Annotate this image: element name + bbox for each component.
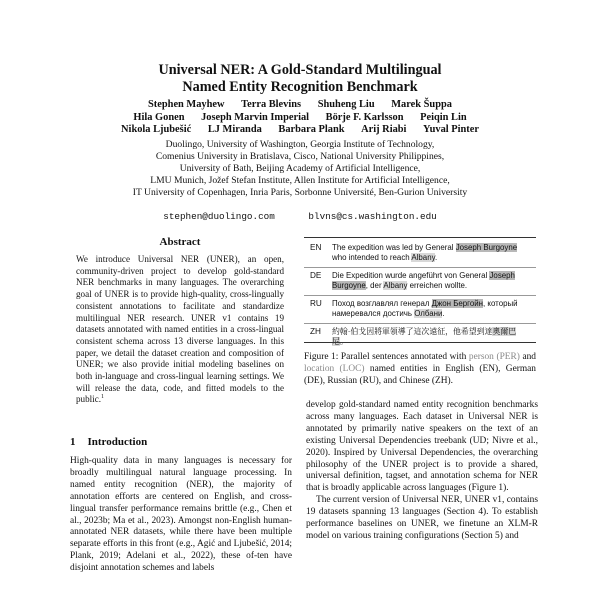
affiliation-line: Comenius University in Bratislava, Cisco, National University Philippines, — [155, 151, 445, 163]
intro-paragraph: High-quality data in many languages is necessary for broadly multilingual natural language processing. In named entity recognition (NER), the majority of annotation efforts are centered on English, and cross-lingual transfer performance remains brittle (e.g., Chen et al., 2023b; Ma et al., 2023). Amongst non-English human-annotated NER datasets, while there have been multiple separate efforts in this front (e.g., Agić and Ljubešić, 2014; Plank, 2019; Adelani et al., 2022), these of-ten have disjoint annotation schemes and labels — [70, 456, 292, 574]
lang-label: DE — [310, 271, 322, 280]
abstract-body: We introduce Universal NER (UNER), an open, community-driven project to develop gold-standard NER benchmarks in many languages. The overarching goal of UNER is to provide high-quality, cross-lingually consistent annotations to facilitate and standardize multilingual NER research. UNER v1 contains 19 datasets annotated with named entities in a cross-lingual consistent schema across 13 diverse languages. In this paper, we detail the dataset creation and composition of UNER; we also provide initial modeling baselines on both in-language and cross-lingual learning settings. We will release the data, code, and fitted models to the public. — [76, 254, 284, 405]
author: Shuheng Liu — [317, 99, 375, 110]
title-line-2: Named Entity Recognition Benchmark — [182, 79, 418, 95]
author: Hila Gonen — [133, 111, 185, 123]
paper-title — [0, 62, 600, 96]
paragraph: The current version of Universal NER, UNER v1, contains 19 datasets spanning 13 languages (Section 4). To establish performance baselines on UNER, we finetune an XLM-R model on various training configurations (Section 5) and — [306, 495, 538, 541]
loc-entity: 奧爾巴尼 — [332, 327, 517, 347]
caption-location: location (LOC) — [304, 363, 365, 374]
per-entity: Joseph Burgoyne — [455, 243, 518, 252]
author: Terra Blevins — [241, 99, 302, 110]
right-column-text — [306, 400, 538, 543]
row-divider — [304, 295, 536, 296]
affiliation-line: Duolingo, University of Washington, Georgia Institute of Technology, — [165, 139, 435, 150]
author: Börje F. Karlsson — [325, 111, 404, 123]
author-row-2 — [60, 112, 540, 125]
author: Yuval Pinter — [423, 124, 479, 136]
sentence: Die Expedition wurde angeführt von General Joseph Burgoyne, der Albany erreichen wollte. — [332, 271, 515, 291]
lang-label: ZH — [310, 327, 321, 336]
row-divider — [304, 323, 536, 324]
per-entity: Joseph Burgoyne — [332, 271, 515, 291]
row-divider — [304, 267, 536, 268]
loc-entity: Albany — [411, 253, 435, 263]
author-row-3 — [60, 124, 540, 137]
sentence: Поход возглавлял генерал Джон Бергойн, который намеревался достичь Олбани. — [332, 299, 518, 319]
footnote-mark[interactable]: 1 — [101, 394, 105, 401]
author: Nikola Ljubešić — [121, 124, 192, 136]
paragraph: develop gold-standard named entity recognition benchmarks across many languages. Each dataset in Universal NER is annotated by primarily native speakers on the text of an existing Universal Dependencies treebank (UD; Nivre et al., 2020). Inspired by Universal Dependencies, the overarching philosophy of the UNER project is to provide a shared, universal definition, tagset, and annotation schema for NER that is broadly applicable across languages (Figure 1). — [306, 400, 538, 494]
author: Stephen Mayhew — [148, 99, 225, 110]
author: LJ Miranda — [207, 124, 262, 136]
lang-label: EN — [310, 243, 322, 252]
author-row-1 — [60, 99, 540, 112]
affiliations — [50, 139, 550, 199]
abstract-text — [76, 254, 284, 406]
affiliation-line: IT University of Copenhagen, Inria Paris, Sorbonne Université, Ben-Gurion University — [132, 187, 468, 199]
section-title: Introduction — [87, 436, 148, 448]
sentence: The expedition was led by General Joseph Burgoyne who intended to reach Albany. — [332, 243, 518, 263]
affiliation-line: LMU Munich, Jožef Stefan Institute, Allen Institute for Artificial Intelligence, — [150, 175, 450, 187]
email-link[interactable]: blvns@cs.washington.edu — [308, 211, 437, 222]
affiliation-line: University of Bath, Beijing Academy of Artificial Intelligence, — [179, 163, 421, 175]
sentence: 約翰·伯戈因將軍領導了這次遠征，他希望到達奧爾巴尼。 — [332, 327, 517, 347]
figure-caption: Figure 1: Parallel sentences annotated with person (PER) and location (LOC) named entities in English (EN), German (DE), Russian (RU), and Chinese (ZH). — [304, 352, 536, 386]
section-number: 1 — [70, 436, 76, 448]
author-list — [60, 99, 540, 137]
section-heading — [70, 436, 147, 448]
author: Joseph Marvin Imperial — [201, 111, 310, 123]
caption-person: person (PER) — [468, 352, 520, 362]
author: Arij Riabi — [361, 124, 407, 136]
title-line-1: Universal NER: A Gold-Standard Multilingual — [158, 62, 442, 78]
lang-label: RU — [310, 299, 322, 308]
figure-bottom-rule — [304, 342, 536, 343]
author: Peiqin Lin — [420, 111, 467, 123]
author: Marek Šuppa — [391, 99, 452, 110]
author: Barbara Plank — [278, 124, 345, 136]
loc-entity: Олбани — [414, 309, 443, 319]
per-entity: Джон Бергойн — [431, 299, 484, 308]
email-link[interactable]: stephen@duolingo.com — [163, 211, 275, 222]
contact-emails — [0, 211, 600, 222]
loc-entity: Albany — [383, 281, 408, 291]
abstract-heading: Abstract — [159, 236, 201, 248]
